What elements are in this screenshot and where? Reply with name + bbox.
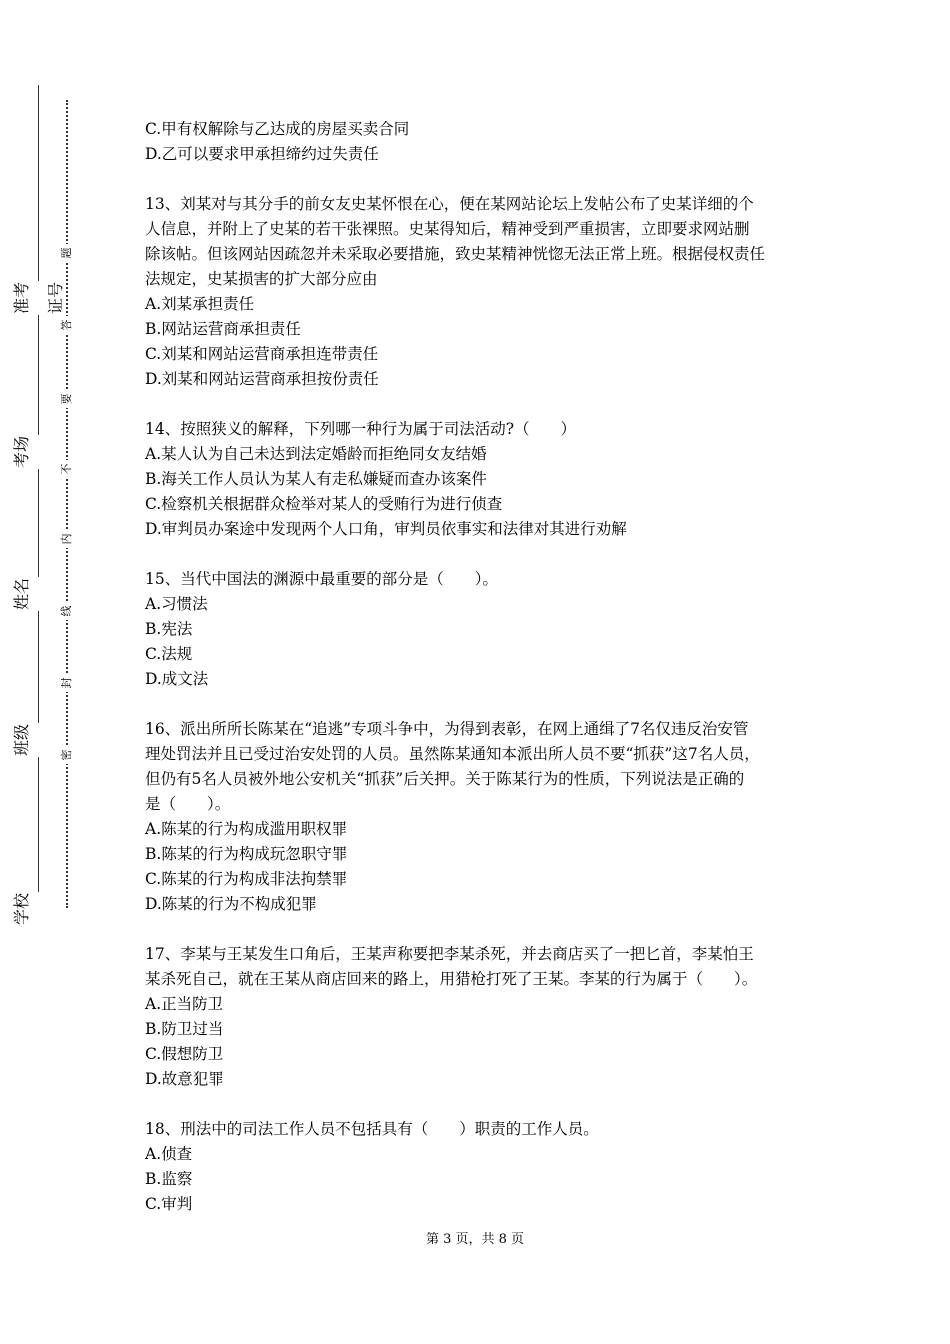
option-a: A.习惯法	[145, 595, 208, 613]
question-stem: 14、按照狭义的解释，下列哪一种行为属于司法活动?（ ）	[145, 420, 577, 438]
question-stem: 某杀死自己，就在王某从商店回来的路上，用猎枪打死了王某。李某的行为属于（ ）。	[145, 970, 758, 988]
question-12-continued	[145, 117, 825, 167]
exam-room-label: 考场	[5, 435, 73, 469]
option-c: C.法规	[145, 645, 193, 663]
fill-in-line	[38, 85, 39, 905]
question-stem: 16、派出所所长陈某在“追逃”专项斗争中，为得到表彰，在网上通缉了7名仅违反治安管	[145, 720, 749, 738]
seal-char: 内	[58, 530, 76, 548]
option-a: A.侦查	[145, 1145, 193, 1163]
seal-char: 题	[58, 244, 76, 262]
option-a: A.某人认为自己未达到法定婚龄而拒绝同女友结婚	[145, 445, 487, 463]
question-14	[145, 417, 825, 542]
option-b: B.监察	[145, 1170, 193, 1188]
binding-margin	[0, 0, 73, 1344]
option-c: C.甲有权解除与乙达成的房屋买卖合同	[145, 120, 410, 138]
option-b: B.陈某的行为构成玩忽职守罪	[145, 845, 348, 863]
option-a: A.陈某的行为构成滥用职权罪	[145, 820, 348, 838]
option-d: D.刘某和网站运营商承担按份责任	[145, 370, 379, 388]
option-d: D.陈某的行为不构成犯罪	[145, 895, 317, 913]
question-stem: 人信息，并附上了史某的若干张裸照。史某得知后，精神受到严重损害，立即要求网站删	[145, 220, 750, 238]
question-stem: 但仍有5名人员被外地公安机关“抓获”后关押。关于陈某行为的性质，下列说法是正确的	[145, 770, 745, 788]
seal-line	[66, 100, 68, 908]
seal-char: 要	[58, 390, 76, 408]
question-stem: 法规定，史某损害的扩大部分应由	[145, 270, 378, 288]
page-number: 第 3 页，共 8 页	[425, 1232, 525, 1247]
option-b: B.网站运营商承担责任	[145, 320, 301, 338]
question-13	[145, 192, 825, 392]
option-c: C.假想防卫	[145, 1045, 224, 1063]
option-c: C.刘某和网站运营商承担连带责任	[145, 345, 379, 363]
question-16	[145, 717, 825, 917]
question-stem: 17、李某与王某发生口角后，王某声称要把李某杀死，并去商店买了一把匕首，李某怕王	[145, 945, 754, 963]
option-c: C.陈某的行为构成非法拘禁罪	[145, 870, 348, 888]
question-stem: 除该帖。但该网站因疏忽并未采取必要措施，致史某精神恍惚无法正常上班。根据侵权责任	[145, 245, 766, 263]
exam-number-label: 准考证号	[5, 281, 73, 315]
question-stem: 15、当代中国法的渊源中最重要的部分是（ ）。	[145, 570, 498, 588]
seal-char: 封	[58, 674, 76, 692]
seal-char: 答	[58, 316, 76, 334]
option-b: B.海关工作人员认为某人有走私嫌疑而查办该案件	[145, 470, 487, 488]
question-15	[145, 567, 825, 692]
option-d: D.乙可以要求甲承担缔约过失责任	[145, 145, 379, 163]
question-content	[145, 117, 825, 1242]
name-label: 姓名	[5, 577, 73, 611]
option-d: D.故意犯罪	[145, 1070, 224, 1088]
question-18	[145, 1117, 825, 1217]
question-stem: 理处罚法并且已受过治安处罚的人员。虽然陈某通知本派出所人员不要“抓获”这7名人员，	[145, 745, 760, 763]
question-stem: 是（ ）。	[145, 795, 231, 813]
question-17	[145, 942, 825, 1092]
option-b: B.防卫过当	[145, 1020, 224, 1038]
seal-char: 密	[58, 746, 76, 764]
seal-char: 线	[58, 602, 76, 620]
school-label: 学校	[5, 892, 73, 926]
class-label: 班级	[5, 723, 73, 757]
option-a: A.正当防卫	[145, 995, 224, 1013]
seal-char: 不	[58, 460, 76, 478]
option-d: D.成文法	[145, 670, 209, 688]
option-d: D.审判员办案途中发现两个人口角，审判员依事实和法律对其进行劝解	[145, 520, 627, 538]
option-c: C.检察机关根据群众检举对某人的受贿行为进行侦查	[145, 495, 503, 513]
option-c: C.审判	[145, 1195, 193, 1213]
option-a: A.刘某承担责任	[145, 295, 255, 313]
question-stem: 13、刘某对与其分手的前女友史某怀恨在心，便在某网站论坛上发帖公布了史某详细的个	[145, 195, 754, 213]
question-stem: 18、刑法中的司法工作人员不包括具有（ ）职责的工作人员。	[145, 1120, 599, 1138]
option-b: B.宪法	[145, 620, 193, 638]
